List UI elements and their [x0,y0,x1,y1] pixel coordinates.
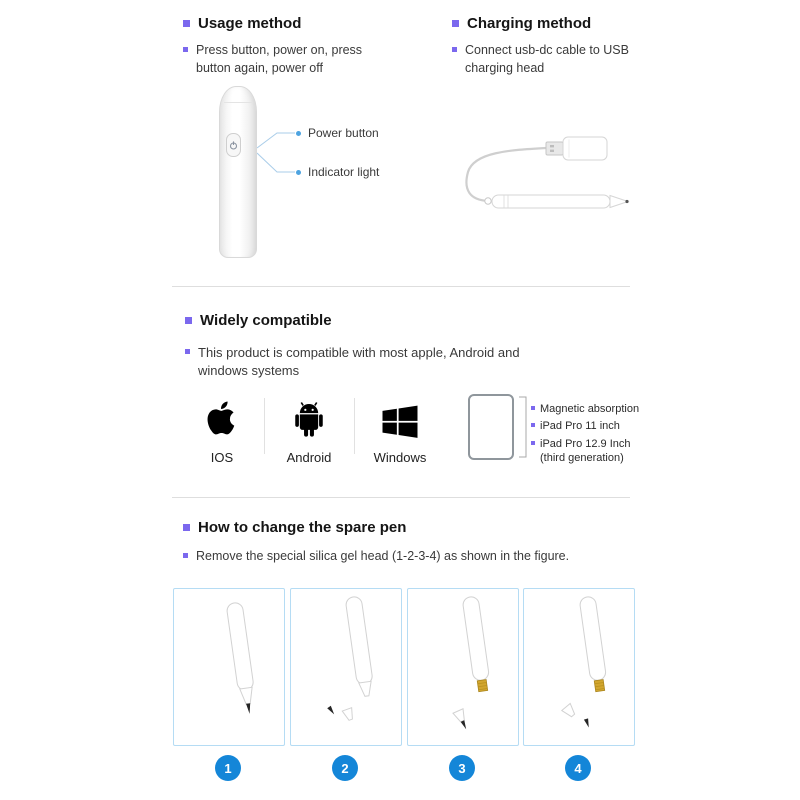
platform-label-windows: Windows [373,450,427,465]
bullet-marker-icon [452,47,457,52]
callout-indicator-label: Indicator light [308,165,380,179]
spare-title-text: How to change the spare pen [198,519,407,536]
section-divider [172,286,630,287]
callout-power-button [296,126,379,140]
charging-illustration [430,118,642,226]
note-text: iPad Pro 11 inch [540,420,620,433]
callout-dot-icon [296,131,301,136]
stylus-pen-horizontal [492,195,610,208]
charging-section-title [452,15,591,32]
usage-title-text: Usage method [198,15,302,32]
cable-ring [485,198,491,204]
step-box-2 [290,588,402,746]
usb-connector-body [563,137,607,160]
pen-power-button [226,133,241,157]
section-divider [172,497,630,498]
step-box-3 [407,588,519,746]
pen-tip [610,196,628,208]
step-number-badge-4: 4 [565,755,591,781]
step-pen-illustration-1 [174,589,284,745]
note-marker-icon [531,441,535,445]
step-box-1 [173,588,285,746]
charging-bullet [452,42,652,78]
compatible-bullet-text: This product is compatible with most apple, Android and windows systems [198,345,520,379]
step-box-4 [523,588,635,746]
compatible-bullet [185,344,525,381]
title-marker-icon [183,20,190,27]
usage-bullet [183,42,395,78]
usage-section-title [183,15,301,32]
tablet-notes [531,402,655,468]
note-text: iPad Pro 12.9 Inch (third generation) [540,437,631,464]
bullet-marker-icon [183,553,188,558]
note-marker-icon [531,423,535,427]
platform-separator [354,398,355,454]
power-icon [229,141,238,150]
step-number-badge-2: 2 [332,755,358,781]
compatible-title-text: Widely compatible [200,312,332,329]
spare-bullet [183,548,653,566]
title-marker-icon [183,524,190,531]
step-number-badge-1: 1 [215,755,241,781]
note-item [531,402,655,416]
step-pen-illustration-3 [408,589,518,745]
callout-indicator-light [296,165,379,179]
note-item [531,419,655,433]
step-number-badge-3: 3 [449,755,475,781]
title-marker-icon [185,317,192,324]
charging-cable [466,148,546,201]
bracket-icon [518,396,527,458]
bullet-marker-icon [183,47,188,52]
bullet-marker-icon [185,349,190,354]
usage-bullet-text: Press button, power on, press button again, power off [196,43,363,75]
usb-metal-tip [546,142,563,155]
android-logo-icon [287,397,331,441]
spare-bullet-text: Remove the special silica gel head (1-2-3-4) as shown in the figure. [196,549,570,563]
charging-bullet-text: Connect usb-dc cable to USB charging head [465,43,629,75]
charging-title-text: Charging method [467,15,592,32]
callout-lines [257,127,295,177]
tablet-icon [468,394,514,460]
note-item [531,437,655,466]
note-text: Magnetic absorption [540,403,640,415]
windows-logo-icon [378,399,422,441]
apple-logo-icon [203,396,241,440]
platform-separator [264,398,265,454]
callout-power-label: Power button [308,126,379,140]
stylus-pen-vertical [219,86,257,258]
compatible-section-title [185,312,332,329]
platform-label-android: Android [286,450,332,465]
pen-seam-line [224,102,252,103]
callout-dot-icon [296,170,301,175]
step-pen-illustration-2 [291,589,401,745]
platform-label-ios: IOS [210,450,234,465]
note-marker-icon [531,406,535,410]
spare-section-title [183,519,406,536]
step-pen-illustration-4 [524,589,634,745]
title-marker-icon [452,20,459,27]
